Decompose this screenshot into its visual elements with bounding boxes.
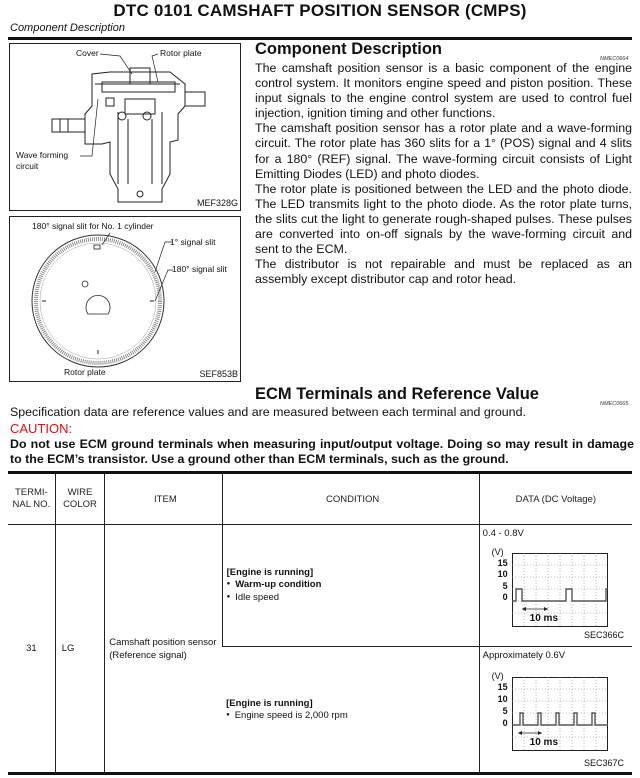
condition-idle — [222, 525, 479, 647]
terminal-number: 31 — [26, 643, 37, 654]
component-description-heading: Component Description — [255, 40, 443, 58]
page-title: DTC 0101 CAMSHAFT POSITION SENSOR (CMPS) — [113, 1, 527, 20]
data-2000rpm: Approximately 0.6V (V) 15 10 5 0 10 ms SEC367C — [479, 647, 632, 774]
cover-label: Cover — [76, 48, 99, 58]
distributor-diagram — [9, 43, 241, 211]
reference-code: NMEC0664 — [600, 56, 629, 62]
wave-forming-label-2: circuit — [16, 161, 39, 171]
description-paragraph: The rotor plate is positioned between the LED and the photo diode. The LED transmits light to the photo diode. As the rotor plate turns, the slits cut the light to generate rough-shaped pulses. These pulses are converted into on-off signals by the wave-forming circuit and sent to the ECM. — [255, 181, 632, 257]
ecm-terminals-heading: ECM Terminals and Reference Value — [255, 385, 539, 403]
figure-code: SEF853B — [199, 369, 238, 379]
figure-code: SEC367C — [583, 758, 624, 768]
table-header-row — [8, 473, 632, 525]
waveform-2000rpm-icon — [512, 677, 608, 751]
col-data: DATA (DC Voltage) — [479, 473, 632, 525]
rotor-plate-diagram — [9, 216, 241, 382]
slit-1deg-label: 1° signal slit — [170, 237, 216, 247]
table-row — [8, 525, 632, 647]
slit-180-label: 180° signal slit — [172, 264, 227, 274]
rotor-plate-label: Rotor plate — [64, 367, 106, 377]
ecm-terminal-table — [8, 471, 632, 775]
figure-code: MEF328G — [196, 198, 238, 208]
col-wire-color: WIRE COLOR — [55, 473, 105, 525]
figure-code: SEC366C — [583, 630, 624, 640]
condition-2000rpm — [222, 647, 479, 774]
section-label: Component Description — [10, 22, 125, 34]
data-value: Approximately 0.6V — [482, 650, 566, 661]
condition-header: [Engine is running] — [226, 697, 313, 709]
wave-forming-label: Wave forming — [16, 150, 69, 160]
col-terminal: TERMI-NAL NO. — [12, 487, 51, 510]
description-paragraph: The camshaft position sensor is a basic component of the engine control system. It monitors engine speed and piston position. These input signals to the engine control system are used to control fuel injection, ignition timing and other functions. — [255, 61, 632, 121]
condition-header: [Engine is running] — [226, 567, 314, 578]
data-value: 0.4 - 0.8V — [482, 528, 524, 539]
col-condition: CONDITION — [222, 473, 479, 525]
item-name: Camshaft position sensor (Reference signal) — [105, 525, 222, 774]
description-paragraph: The distributor is not repairable and must be replaced as an assembly except distributor cap and rotor head. — [255, 257, 632, 287]
component-description-body — [255, 61, 632, 287]
condition-bullet: ● Warm-up condition — [227, 578, 479, 591]
reference-code: NMEC0665 — [600, 401, 629, 407]
data-idle: 0.4 - 0.8V (V) 15 10 5 0 10 ms SEC366C — [479, 525, 632, 647]
condition-bullet: ● Idle speed — [227, 591, 479, 604]
rotor-plate-label: Rotor plate — [160, 48, 202, 58]
distributor-cross-section-icon — [10, 44, 240, 210]
spec-note: Specification data are reference values and are measured between each terminal and ground. — [10, 405, 526, 419]
description-paragraph: The camshaft position sensor has a rotor plate and a wave-forming circuit. The rotor plate has 360 slits for a 1° (POS) signal and 4 slits for a 180° (REF) signal. The wave-forming circuit consists of Light Emitting Diodes (LED) and photo diodes. — [255, 121, 632, 181]
wire-color: LG — [55, 525, 105, 774]
col-item: ITEM — [105, 473, 222, 525]
caution-label: CAUTION: — [10, 421, 73, 436]
slit-no1-label: 180° signal slit for No. 1 cylinder — [32, 221, 154, 231]
condition-bullet: ● Engine speed is 2,000 rpm — [226, 709, 479, 722]
waveform-idle-icon — [512, 553, 608, 627]
caution-text: Do not use ECM ground terminals when measuring input/output voltage. Doing so may result in damage to the ECM’s transistor. Use a ground other than ECM terminals, such as the ground. — [10, 437, 634, 466]
